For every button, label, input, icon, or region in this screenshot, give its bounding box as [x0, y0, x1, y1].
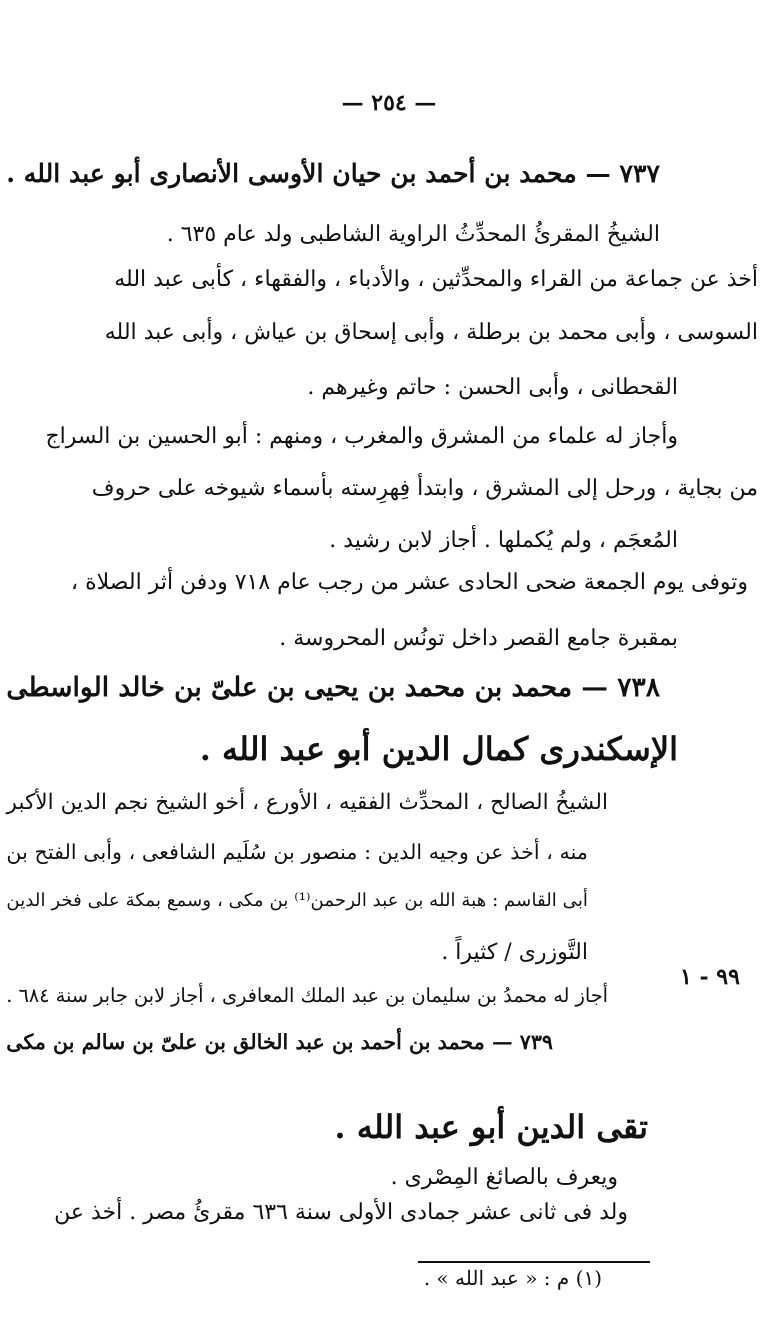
entry-737-line-4: القحطانى ، وأبى الحسن : حاتم وغيرهم . — [307, 375, 678, 400]
entry-739-line-2: ولد فى ثانى عشر جمادى الأولى سنة ٦٣٦ مقرئُ مصر . أخذ عن — [54, 1200, 628, 1225]
entry-737-line-5: وأجاز له علماء من المشرق والمغرب ، ومنهم : أبو الحسين بن السراج — [45, 424, 678, 449]
entry-heading-737: ٧٣٧ — محمد بن أحمد بن حيان الأوسى الأنصارى أبو عبد الله . — [6, 158, 660, 188]
entry-739-line-1: ويعرف بالصائغ المِصْرى . — [390, 1165, 618, 1190]
page-number: — ٢٥٤ — — [341, 90, 437, 116]
entry-737-line-7: المُعجَم ، ولم يُكملها . أجاز لابن رشيد . — [329, 528, 678, 553]
entry-heading-738: ٧٣٨ — محمد بن محمد بن يحيى بن علىّ بن خالد الواسطى — [6, 672, 660, 703]
footnote: (١) م : « عبد الله » . — [423, 1266, 602, 1290]
entry-738-line-3: أبى القاسم : هبة الله بن عبد الرحمن⁽¹⁾ بن مكى ، وسمع بمكة على فخر الدين — [6, 890, 588, 911]
entry-738-line-2: منه ، أخذ عن وجيه الدين : منصور بن سُلَيم الشافعى ، وأبى الفتح بن — [6, 840, 588, 864]
entry-heading-739: ٧٣٩ — محمد بن أحمد بن عبد الخالق بن علىّ بن سالم بن مكى — [6, 1030, 553, 1054]
entry-737-line-3: السوسى ، وأبى محمد بن برطلة ، وأبى إسحاق بن عياش ، وأبى عبد الله — [104, 320, 758, 345]
entry-738-line-4: التَّوزرى / كثيراً . — [441, 940, 588, 965]
entry-737-line-2: أخذ عن جماعة من القراء والمحدِّثين ، والأدباء ، والفقهاء ، كأبى عبد الله — [114, 267, 758, 292]
footnote-divider — [418, 1261, 650, 1263]
entry-heading-739-cont: تقى الدين أبو عبد الله . — [334, 1108, 648, 1146]
entry-738-line-5: أجاز له محمدُ بن سليمان بن عبد الملك المعافرى ، أجاز لابن جابر سنة ٦٨٤ . — [6, 984, 608, 1007]
entry-737-line-6: من بجاية ، ورحل إلى المشرق ، وابتدأ فِهرِسته بأسماء شيوخه على حروف — [91, 476, 758, 501]
entry-737-line-8: وتوفى يوم الجمعة ضحى الحادى عشر من رجب عام ٧١٨ ودفن أثر الصلاة ، — [71, 570, 748, 595]
entry-737-line-1: الشيخُ المقرئُ المحدِّثُ الراوية الشاطبى ولد عام ٦٣٥ . — [166, 222, 660, 247]
entry-737-line-9: بمقبرة جامع القصر داخل تونُس المحروسة . — [279, 626, 678, 651]
entry-heading-738-cont: الإسكندرى كمال الدين أبو عبد الله . — [199, 730, 678, 768]
side-reference: ٩٩ - ١ — [680, 964, 740, 990]
entry-738-line-1: الشيخُ الصالح ، المحدِّث الفقيه ، الأورع ، أخو الشيخ نجم الدين الأكبر — [6, 790, 608, 815]
